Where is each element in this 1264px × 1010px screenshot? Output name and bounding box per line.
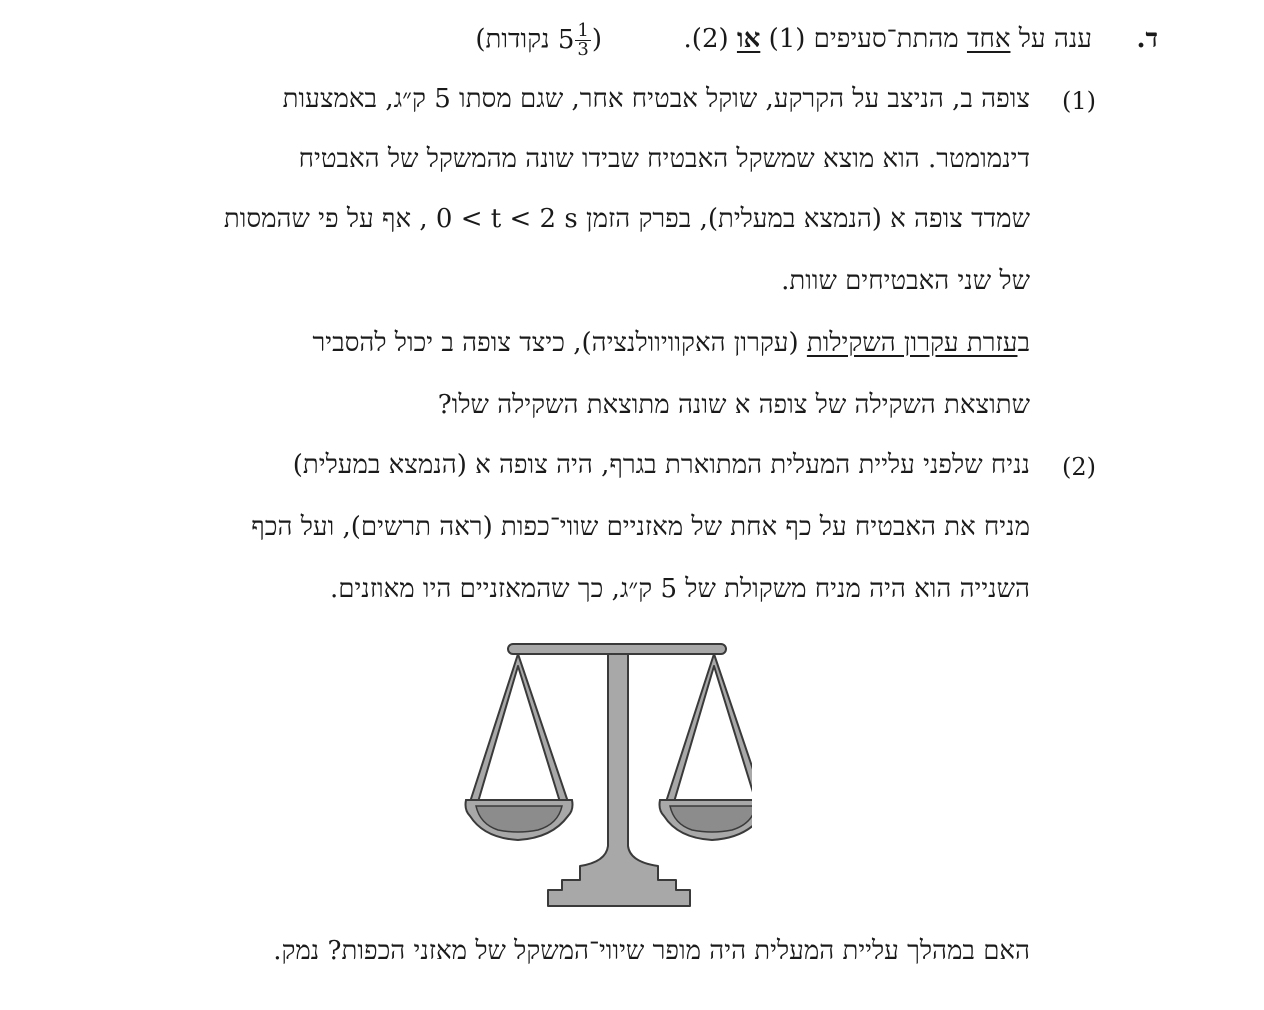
instruction-or: או	[736, 24, 761, 54]
instruction-part2: מהתת־סעיפים (1)	[768, 24, 959, 54]
instruction	[684, 24, 1092, 54]
time-range-formula: 0 < t < 2 s	[435, 204, 578, 234]
item1-line5	[312, 328, 1030, 358]
scale-beam	[508, 644, 726, 654]
item1-line1: צופה ב, הניצב על הקרקע, שוקל אבטיח אחר, שגם מסתו 5 ק״ג, באמצעות	[282, 84, 1030, 114]
item2-line3: השנייה הוא היה מניח משקולת של 5 ק״ג, כך שהמאזניים היו מאוזנים.	[329, 574, 1030, 604]
item2-number: (2)	[1062, 453, 1096, 481]
left-pan-hanger	[470, 654, 568, 802]
section-letter-text: ד.	[1136, 24, 1158, 54]
item1-line3-part2: , אף על פי שהמסות	[223, 204, 428, 234]
points-whole: 5	[557, 24, 575, 55]
points-open: (	[591, 24, 602, 55]
points-numerator: 1	[577, 20, 589, 41]
item1-line3-part1: שמדד צופה א (הנמצא במעלית), בפרק הזמן	[585, 204, 1030, 234]
item2-line2: מניח את האבטיח על כף אחת של מאזניים שווי־כפות (ראה תרשים), ועל הכף	[251, 512, 1030, 542]
item1-line2: דינמומטר. הוא מוצא שמשקל האבטיח שבידו שונה מהמשקל של האבטיח	[298, 144, 1030, 174]
points-value	[557, 20, 592, 60]
item1-line3	[224, 204, 1030, 234]
points-label: נקודות)	[475, 24, 550, 55]
balance-scale-icon	[462, 640, 752, 912]
item1-number: (1)	[1062, 87, 1096, 115]
instruction-part1: ענה על	[1018, 24, 1092, 54]
points-fraction	[575, 22, 590, 59]
right-pan-hanger	[666, 654, 752, 802]
equivalence-principle-term: עזרת עקרון השקילות	[806, 328, 1018, 358]
instruction-part3: (2).	[683, 24, 729, 54]
item1-line6: שתוצאת השקילה של צופה א שונה מתוצאת השקילה שלו?	[437, 390, 1030, 420]
item1-line5-prefix: ב	[1017, 328, 1030, 358]
final-question: האם במהלך עליית המעלית היה מופר שיווי־המשקל של מאזני הכפות? נמק.	[273, 936, 1030, 966]
item2-line1: נניח שלפני עליית המעלית המתוארת בגרף, היה צופה א (הנמצא במעלית)	[292, 450, 1030, 480]
item1-line5-rest: (עקרון האקוויוולנציה), כיצד צופה ב יכול להסביר	[312, 328, 807, 358]
section-letter	[1136, 24, 1158, 54]
points	[475, 22, 602, 59]
points-denominator: 3	[577, 39, 589, 60]
scale-stand	[548, 654, 690, 906]
item1-line4: של שני האבטיחים שוות.	[781, 266, 1030, 296]
instruction-underlined: אחד	[966, 24, 1011, 54]
